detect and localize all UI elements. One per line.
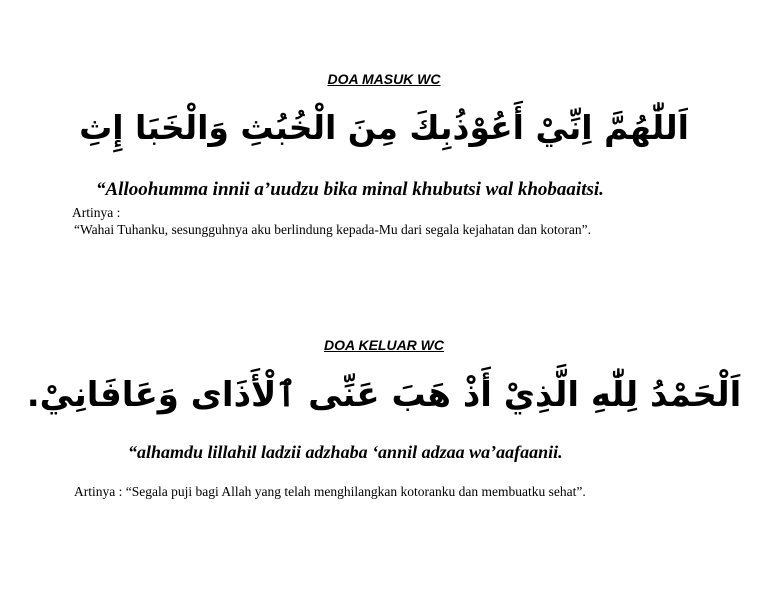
doa-masuk-title: DOA MASUK WC xyxy=(327,71,441,87)
doa-masuk-arabic: اَللّٰهُمَّ اِنِّيْ أَعُوْذُبِكَ مِنَ الْخُبُثِ وَالْخَبَا إِثِ xyxy=(79,108,689,147)
doa-masuk-meaning: “Wahai Tuhanku, sesungguhnya aku berlindung kepada-Mu dari segala kejahatan dan kotoran”. xyxy=(74,222,592,237)
doa-keluar-arabic: اَلْحَمْدُ لِلّٰهِ الَّذِيْ أَذْ هَبَ عَنِّى ٱلْأَذَاى وَعَافَانِيْ. xyxy=(26,375,742,415)
doa-keluar-transliteration: “alhamdu lillahil ladzii adzhaba ‘annil adzaa wa’aafaanii. xyxy=(128,442,563,462)
doa-masuk-transliteration: “Alloohumma innii a’uudzu bika minal khubutsi wal khobaaitsi. xyxy=(96,179,604,200)
doa-keluar-meaning: Artinya : “Segala puji bagi Allah yang telah menghilangkan kotoranku dan membuatku sehat”. xyxy=(74,484,586,499)
doa-keluar-title: DOA KELUAR WC xyxy=(323,337,445,353)
doa-masuk-meaning-label: Artinya : xyxy=(72,205,121,220)
